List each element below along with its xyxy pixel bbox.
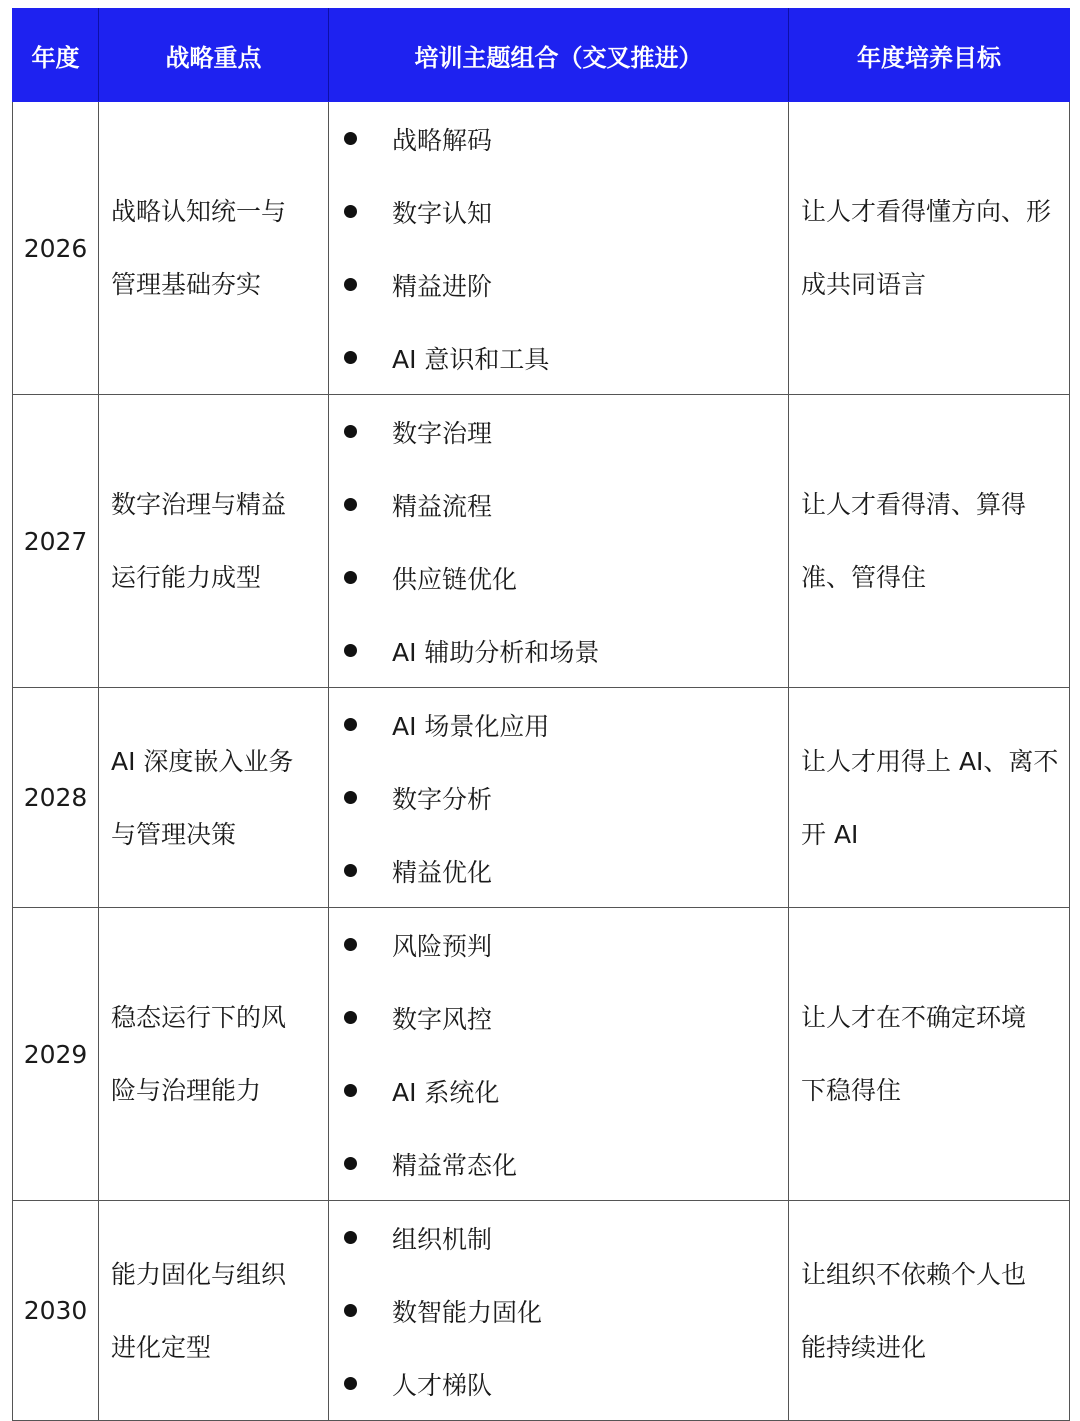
goal-cell [789, 1201, 1070, 1421]
focus-cell [99, 102, 329, 395]
year-cell: 2027 [13, 395, 99, 688]
topic-text: 精益优化 [392, 857, 493, 887]
list-item [329, 395, 788, 468]
list-item [329, 688, 788, 761]
list-item [329, 1201, 788, 1274]
topic-text: 风险预判 [392, 931, 493, 961]
topic-list [329, 102, 788, 394]
goal-line: 开 AI [801, 819, 859, 849]
table-body [13, 102, 1070, 1421]
topic-text: 精益常态化 [392, 1150, 518, 1180]
header-row [13, 9, 1070, 102]
bullet-icon [344, 278, 357, 291]
table-header [13, 9, 1070, 102]
bullet-icon [344, 498, 357, 511]
focus-line: 进化定型 [111, 1332, 212, 1362]
list-item [329, 1054, 788, 1127]
bullet-icon [344, 1084, 357, 1097]
list-item [329, 834, 788, 907]
bullet-icon [344, 1231, 357, 1244]
goal-line: 让组织不依赖个人也 [801, 1259, 1027, 1289]
list-item [329, 468, 788, 541]
focus-line: AI 深度嵌入业务 [111, 746, 294, 776]
topic-text: 数字风控 [392, 1004, 493, 1034]
goal-cell [789, 102, 1070, 395]
list-item [329, 541, 788, 614]
year-cell: 2029 [13, 908, 99, 1201]
focus-line: 战略认知统一与 [111, 197, 287, 226]
year-cell: 2026 [13, 102, 99, 395]
topic-text: 供应链优化 [392, 564, 518, 594]
topic-text: 精益进阶 [392, 271, 493, 301]
table-row [13, 1201, 1070, 1421]
bullet-icon [344, 205, 357, 218]
list-item [329, 908, 788, 981]
goal-line: 下稳得住 [801, 1076, 902, 1105]
goal-line: 让人才看得懂方向、形 [801, 197, 1052, 226]
list-item [329, 102, 788, 175]
topics-cell [329, 102, 789, 395]
bullet-icon [344, 1011, 357, 1024]
strategy-table-container [12, 8, 1069, 1421]
goal-line: 能持续进化 [801, 1332, 927, 1362]
topic-text: 数字认知 [392, 198, 493, 228]
list-item [329, 248, 788, 321]
bullet-icon [344, 571, 357, 584]
focus-line: 能力固化与组织 [111, 1259, 287, 1289]
header-year: 年度 [13, 9, 99, 102]
topic-list [329, 688, 788, 907]
goal-cell [789, 908, 1070, 1201]
focus-line: 管理基础夯实 [111, 270, 262, 299]
topic-text: AI 系统化 [392, 1077, 500, 1107]
goal-line: 让人才在不确定环境 [801, 1003, 1027, 1032]
list-item [329, 1127, 788, 1200]
list-item [329, 614, 788, 687]
year-cell: 2028 [13, 688, 99, 908]
focus-line: 运行能力成型 [111, 563, 262, 592]
topics-cell [329, 688, 789, 908]
topic-text: 人才梯队 [392, 1370, 493, 1400]
list-item [329, 761, 788, 834]
topic-text: 数智能力固化 [392, 1297, 543, 1327]
topic-text: AI 意识和工具 [392, 344, 550, 374]
training-plan-table [12, 8, 1070, 1421]
focus-cell [99, 688, 329, 908]
bullet-icon [344, 425, 357, 438]
goal-line: 准、管得住 [801, 563, 927, 592]
topic-list [329, 908, 788, 1200]
list-item [329, 175, 788, 248]
topic-list [329, 1201, 788, 1420]
topic-text: AI 辅助分析和场景 [392, 637, 600, 667]
bullet-icon [344, 644, 357, 657]
focus-line: 险与治理能力 [111, 1076, 262, 1105]
goal-line: 成共同语言 [801, 270, 927, 299]
topic-text: 战略解码 [392, 125, 493, 155]
focus-line: 数字治理与精益 [111, 490, 287, 519]
bullet-icon [344, 791, 357, 804]
focus-cell [99, 1201, 329, 1421]
topics-cell [329, 908, 789, 1201]
header-training-topics: 培训主题组合（交叉推进） [329, 9, 789, 102]
focus-cell [99, 395, 329, 688]
year-cell: 2030 [13, 1201, 99, 1421]
topic-text: 精益流程 [392, 491, 493, 521]
focus-cell [99, 908, 329, 1201]
table-row [13, 908, 1070, 1201]
topic-text: 组织机制 [392, 1224, 493, 1254]
table-row [13, 395, 1070, 688]
topic-text: 数字治理 [392, 418, 493, 448]
list-item [329, 1274, 788, 1347]
bullet-icon [344, 1304, 357, 1317]
table-row [13, 102, 1070, 395]
goal-line: 让人才看得清、算得 [801, 490, 1027, 519]
bullet-icon [344, 864, 357, 877]
bullet-icon [344, 718, 357, 731]
bullet-icon [344, 351, 357, 364]
list-item [329, 321, 788, 394]
bullet-icon [344, 938, 357, 951]
focus-line: 与管理决策 [111, 819, 237, 849]
topics-cell [329, 395, 789, 688]
focus-line: 稳态运行下的风 [111, 1003, 287, 1032]
list-item [329, 1347, 788, 1420]
topic-text: 数字分析 [392, 784, 493, 814]
goal-cell [789, 395, 1070, 688]
table-row [13, 688, 1070, 908]
topics-cell [329, 1201, 789, 1421]
bullet-icon [344, 132, 357, 145]
goal-cell [789, 688, 1070, 908]
goal-line: 让人才用得上 AI、离不 [801, 746, 1059, 776]
list-item [329, 981, 788, 1054]
header-strategic-focus: 战略重点 [99, 9, 329, 102]
header-annual-goal: 年度培养目标 [789, 9, 1070, 102]
bullet-icon [344, 1157, 357, 1170]
topic-list [329, 395, 788, 687]
topic-text: AI 场景化应用 [392, 711, 550, 741]
bullet-icon [344, 1377, 357, 1390]
